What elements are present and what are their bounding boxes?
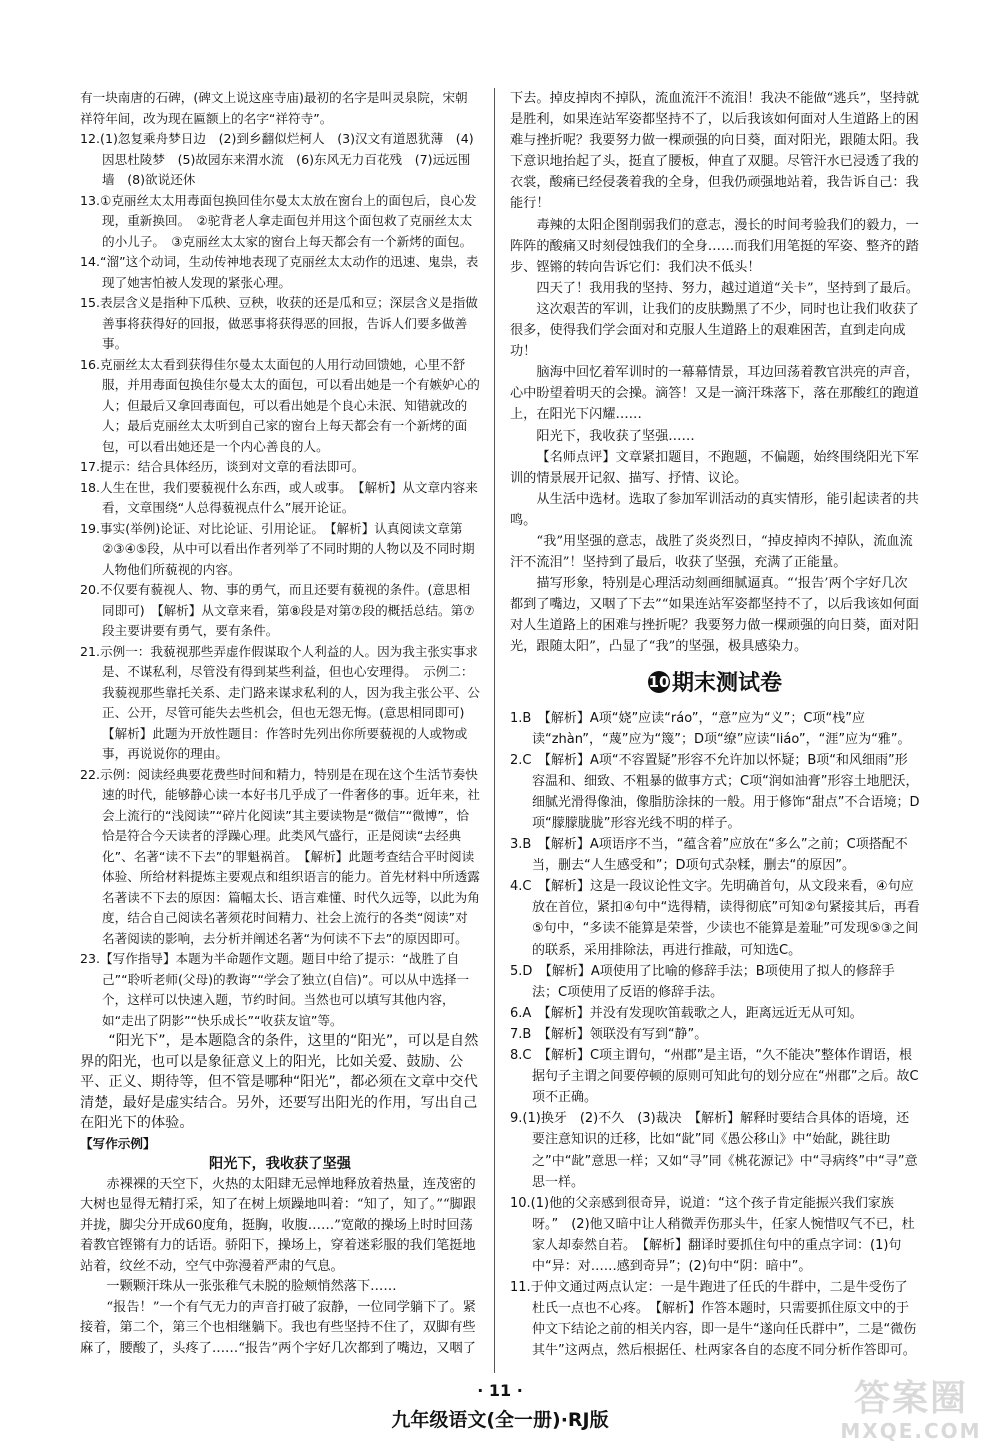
answer-item: 9.(1)换牙 (2)不久 (3)裁决 【解析】解释时要结合具体的语境，还要注意知识的迁移，比如“龀”同《愚公移山》中“始龀，跳往助之”中“龀”意思一样；又如“寻”同《桃花源记》中“寻病终”中“寻”意思一样。 <box>510 1111 918 1190</box>
answer-item: 15.表层含义是指种下瓜秧、豆秧，收获的还是瓜和豆；深层含义是指做善事将获得好的回报，做恶事将获得恶的回报，告诉人们要多做善事。 <box>80 295 478 351</box>
answer-item: 18.人生在世，我们要藐视什么东西，或人或事。 【解析】从文章内容来看，文章围绕“人总得藐视点什么”展开论证。 <box>80 479 478 515</box>
answer-continuation: 有一块南唐的石碑，(碑文上说这座寺庙)最初的名字是叫灵泉院，宋朝祥符年间，改为现在匾额上的名字“祥符寺”。 <box>80 90 468 126</box>
answer-item: 17.提示：结合具体经历，谈到对文章的看法即可。 <box>80 459 365 474</box>
answer-item: 23.【写作指导】本题为半命题作文题。题目中给了提示：“战胜了自己”“聆听老师(父母)的教诲”“学会了独立(自信)”。可以从中选择一个，这样可以快速入题，节约时间。当然也可以填写其他内容，如“走出了阴影”“快乐成长”“收获友谊”等。 <box>80 951 470 1028</box>
watermark-text: 答案圈 <box>853 1378 968 1419</box>
book-title: 九年级语文(全一册)·RJ版 <box>391 1409 609 1431</box>
answer-item: 21.示例一：我藐视那些弄虚作假谋取个人利益的人。因为我主张实事求是、不谋私利，尽管没有得到某些利益，但也心安理得。 示例二：我藐视那些靠托关系、走门路来谋求私利的人，因为我主张公平、公正、公开，尽管可能失去些机会，但也无怨无悔。(意思相同即可) 【解析】此题为开放性题目：作答时先列出你所要藐视的人或物或事，再说说你的理由。 <box>80 643 480 761</box>
answer-item: 19.事实(举例)论证、对比论证、引用论证。 【解析】认真阅读文章第②③④⑤段，从中可以看出作者列举了不同时期的人物以及不同时期人物他们所藐视的内容。 <box>80 520 475 577</box>
watermark-logo <box>836 1378 986 1446</box>
section-heading-text: 期末测试卷 <box>671 670 782 696</box>
answer-item: 12.(1)忽复乘舟梦日边 (2)到乡翻似烂柯人 (3)汉文有道恩犹薄 (4)因思杜陵梦 (5)故园东来渭水流 (6)东风无力百花残 (7)远远围墙 (8)欲说还休 <box>80 131 474 187</box>
essay-paragraph: 脑海中回忆着军训时的一幕幕情景，耳边回荡着教官洪亮的声音，心中盼望着明天的会操。滴答！又是一滴汗珠落下，落在那酸红的跑道上，在阳光下闪耀…… <box>510 365 919 423</box>
essay-paragraph: “报告！”一个有气无力的声音打破了寂静，一位同学躺下了。紧接着，第二个，第三个也相继躺下。我也有些坚持不住了，双脚有些麻了，腰酸了，头疼了……“报告”两个字好几次都到了嘴边，又咽了 <box>80 1299 476 1356</box>
essay-paragraph: 描写形象，特别是心理活动刻画细腻逼真。“‘报告’两个字好几次都到了嘴边，又咽了下去”“如果连站军姿都坚持不了，以后我该如何面对人生道路上的困难与挫折呢？我要努力做一棵顽强的向日葵，面对阳光，跟随太阳”，凸显了“我”的坚强，极具感染力。 <box>510 576 920 655</box>
section-number-badge: 10 <box>648 672 670 691</box>
answer-item: 7.B 【解析】领联没有写到“静”。 <box>510 1026 708 1042</box>
answer-item: 13.①克丽丝太太用毒面包换回佳尔曼太太放在窗台上的面包后，良心发现，重新换回。 ②驼背老人拿走面包并用这个面包救了克丽丝太太的小儿子。 ③克丽丝太太家的窗台上每天都会有一个新烤的面包。 <box>80 192 477 249</box>
answer-item: 3.B 【解析】A项语序不当，“蕴含着”应放在“多么”之前；C项搭配不当，删去“人生感受和”；D项句式杂糅，删去“的原因”。 <box>510 837 908 874</box>
page-number: · 11 · <box>477 1381 523 1400</box>
answer-item: 2.C 【解析】A项“不容置疑”形容不允许加以怀疑；B项“和风细雨”形容温和、细致、不粗暴的做事方式；C项“润如油膏”形容土地肥沃，细腻光滑得像油，像脂肪涂抹的一般。用于修饰“甜点”不合语境；D项“朦朦胧胧”形容光线不明的样子。 <box>510 752 920 831</box>
answer-item: 11.于仲文通过两点认定：一是牛跑进了任氏的牛群中，二是牛受伤了杜氏一点也不心疼。 【解析】作答本题时，只需要抓住原文中的于仲文下结论之前的相关内容，即一是牛“遂向任氏群中”，二是“微伤其牛”这两点，然后根据任、杜两家各自的态度不同分析作答即可。 <box>510 1280 917 1359</box>
answer-item: 6.A 【解析】并没有发现吹笛载歌之人，距离远近无从可知。 <box>510 1005 863 1021</box>
essay-paragraph: 一颗颗汗珠从一张张稚气未脱的脸颊悄然落下…… <box>106 1279 397 1294</box>
essay-paragraph: 四天了！我用我的坚持、努力，越过道道“关卡”，坚持到了最后。 <box>536 280 920 296</box>
answer-item: 4.C 【解析】这是一段议论性文字。先明确首句，从文段来看，④句应放在首位，紧扣④句中“选得精，读得彻底”可知②句紧接其后，再看⑤句中，“多读不能算是荣誉，少读也不能算是羞耻”可发现⑤③之间的联系，采用排除法，再进行推敲，可知选C。 <box>510 879 920 958</box>
section-tag: 【写作示例】 <box>80 1135 156 1151</box>
column-divider <box>494 88 495 1373</box>
answer-item: 5.D 【解析】A项使用了比喻的修辞手法；B项使用了拟人的修辞手法；C项使用了反语的修辞手法。 <box>510 963 895 1000</box>
essay-paragraph: 毒辣的太阳企图削弱我们的意志，漫长的时间考验我们的毅力，一阵阵的酸痛又时刻侵蚀我们的全身……而我们用笔挺的军姿、整齐的踏步、铿锵的转向告诉它们：我们决不低头！ <box>510 217 919 275</box>
answer-item: 16.克丽丝太太看到获得佳尔曼太太面包的人用行动回馈她，心里不舒服，并用毒面包换佳尔曼太太的面包，可以看出她是一个有嫉妒心的人；但最后又拿回毒面包，可以看出她是个良心未泯、知错就改的人；最后克丽丝太太听到自己家的窗台上每天都会有一个新烤的面包，可以看出她还是一个内心善良的人。 <box>80 356 480 454</box>
essay-paragraph: 【名师点评】文章紧扣题目，不跑题，不偏题，始终围绕阳光下军训的情景展开记叙、描写、抒情、议论。 <box>510 449 919 486</box>
essay-paragraph: 阳光下，我收获了坚强…… <box>536 428 695 444</box>
answer-item: 14.“溜”这个动词，生动传神地表现了克丽丝太太动作的迅速、鬼祟，表现了她害怕被人发现的紧张心理。 <box>80 254 479 290</box>
answer-item: 20.不仅要有藐视人、物、事的勇气，而且还要有藐视的条件。(意思相同即可) 【解析】从文章来看，第⑧段是对第⑦段的概括总结。第⑦段主要讲要有勇气，要有条件。 <box>80 582 475 638</box>
essay-paragraph: 下去。掉皮掉肉不掉队，流血流汗不流泪！我决不能做“逃兵”，坚持就是胜利，如果连站军姿都坚持不了，以后我该如何面对人生道路上的困难与挫折呢？我要努力做一棵顽强的向日葵，面对阳光，跟随太阳。我下意识地抬起了头，挺直了腰板，伸直了双腿。尽管汗水已浸透了我的衣裳，酸痛已经侵袭着我的全身，但我仍顽强地站着，我告诉自己：我能行！ <box>510 91 920 212</box>
answer-item: 1.B 【解析】A项“娆”应读“ráo”，“意”应为“义”；C项“栈”应读“zhàn”，“蔑”应为“篾”；D项“缭”应读“liáo”，“涯”应为“雅”。 <box>510 710 911 747</box>
essay-paragraph: 这次艰苦的军训，让我们的皮肤黝黑了不少，同时也让我们收获了很多，使得我们学会面对和克服人生道路上的艰难困苦，直到走向成功！ <box>510 301 919 360</box>
essay-paragraph: 赤裸裸的天空下，火热的太阳肆无忌惮地释放着热量，连茂密的大树也显得无精打采，知了在树上烦躁地叫着：“知了，知了。”“脚跟并拢，脚尖分开成60度角，挺胸，收腹……”宽敞的操场上时时回荡着教官铿锵有力的话语。骄阳下，操场上，穿着迷彩服的我们笔挺地站着，纹丝不动，空气中弥漫着严肃的气息。 <box>80 1176 477 1274</box>
left-column <box>80 88 480 1359</box>
right-column <box>510 88 920 1361</box>
answer-item: 22.示例：阅读经典要花费些时间和精力，特别是在现在这个生活节奏快速的时代，能够静心读一本好书几乎成了一件奢侈的事。近年来，社会上流行的“浅阅读”“碎片化阅读”其主要读物是“微信”“微博”，恰恰是符合今天读者的浮躁心理。此类风气盛行，正是阅读“去经典化”、名著“读不下去”的罪魁祸首。 【解析】此题考查结合平时阅读体验、所给材料提炼主要观点和组织语言的能力。首先材料中所透露名著读不下去的原因：篇幅太长、语言难懂、时代久远等，以此为角度，结合自己阅读名著须花时间精力、社会上流行的各类“阅读”对名著阅读的影响，去分析并阐述名著“为何读不下去”的原因即可。 <box>80 766 480 946</box>
section-heading <box>510 666 920 702</box>
guidance-paragraph: “阳光下”，是本题隐含的条件，这里的“阳光”，可以是自然界的阳光，也可以是象征意义上的阳光，比如关爱、鼓励、公平、正义、期待等，但不管是哪种“阳光”，都必须在文章中交代清楚，最好是虚实结合。另外，还要写出阳光的作用，写出自己在阳光下的体验。 <box>80 1033 479 1131</box>
essay-paragraph: 从生活中选材。选取了参加军训活动的真实情形，能引起读者的共鸣。 <box>510 491 919 528</box>
watermark-url: MXQE.COM <box>840 1419 982 1443</box>
answer-item: 8.C 【解析】C项主谓句，“州郡”是主语，“久不能决”整体作谓语，根据句子主谓之间要停顿的原则可知此句的划分应在“州郡”之后。故C项不正确。 <box>510 1048 919 1106</box>
essay-title: 阳光下，我收获了坚强 <box>209 1156 351 1172</box>
essay-paragraph: “我”用坚强的意志，战胜了炎炎烈日，“掉皮掉肉不掉队，流血流汗不流泪”！坚持到了最后，收获了坚强，充满了正能量。 <box>510 533 913 571</box>
answer-item: 10.(1)他的父亲感到很奇异，说道：“这个孩子肯定能振兴我们家族呀。” (2)他又暗中让人稍微弄伤那头牛，任家人惋惜叹气不已，杜家人却泰然自若。 【解析】翻译时要抓住句中的重点字词：(1)句中“异：对……感到奇异”；(2)句中“阴：暗中”。 <box>510 1195 915 1274</box>
